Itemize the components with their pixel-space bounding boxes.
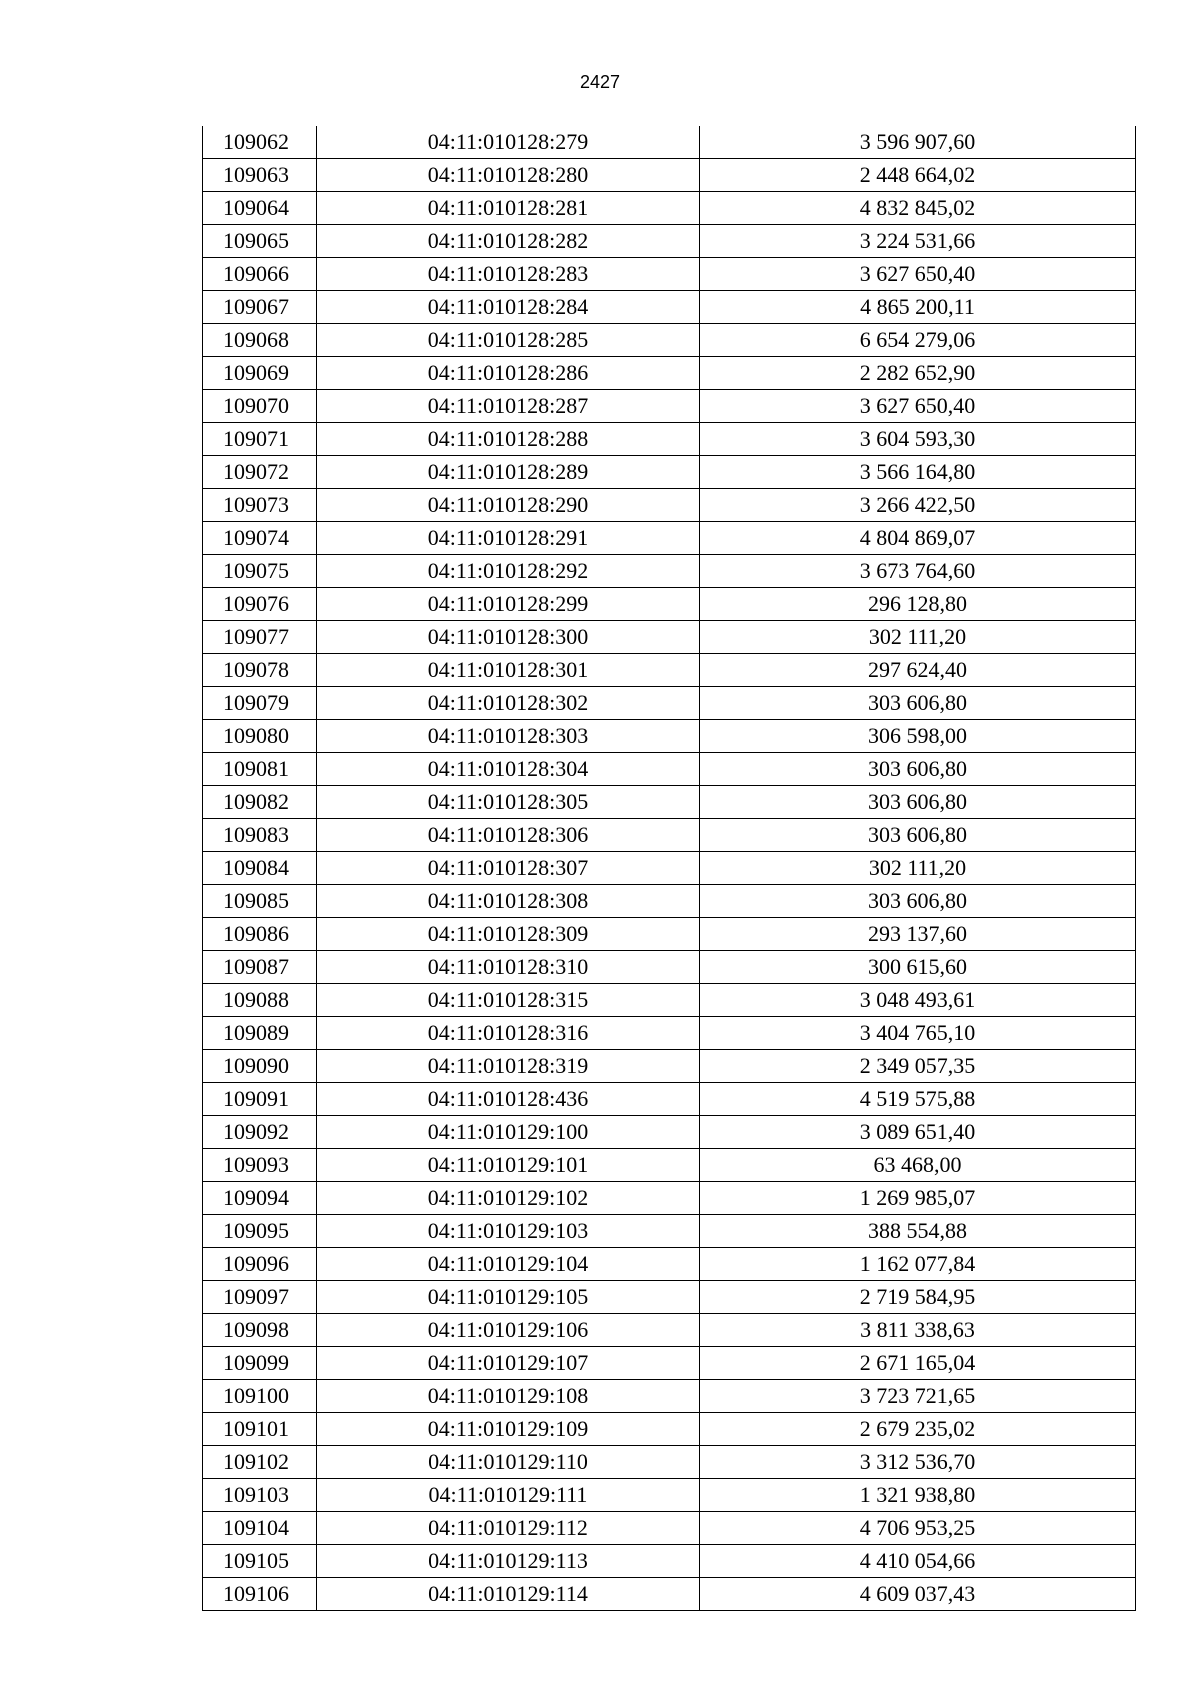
value-cell: 302 111,20 — [700, 621, 1136, 654]
value-cell: 3 312 536,70 — [700, 1446, 1136, 1479]
cadastral-number-cell: 04:11:010128:284 — [317, 291, 700, 324]
value-cell: 3 673 764,60 — [700, 555, 1136, 588]
table-row — [203, 621, 1136, 654]
row-number-cell: 109093 — [203, 1149, 317, 1182]
table-row — [203, 1050, 1136, 1083]
row-number-cell: 109064 — [203, 192, 317, 225]
row-number-cell: 109084 — [203, 852, 317, 885]
value-cell: 1 321 938,80 — [700, 1479, 1136, 1512]
row-number-cell: 109098 — [203, 1314, 317, 1347]
value-cell: 296 128,80 — [700, 588, 1136, 621]
cadastral-number-cell: 04:11:010128:286 — [317, 357, 700, 390]
row-number-cell: 109106 — [203, 1578, 317, 1611]
table-row — [203, 390, 1136, 423]
value-cell: 303 606,80 — [700, 753, 1136, 786]
row-number-cell: 109069 — [203, 357, 317, 390]
value-cell: 3 224 531,66 — [700, 225, 1136, 258]
table-row — [203, 885, 1136, 918]
cadastral-number-cell: 04:11:010128:307 — [317, 852, 700, 885]
table-row — [203, 984, 1136, 1017]
row-number-cell: 109062 — [203, 126, 317, 159]
row-number-cell: 109065 — [203, 225, 317, 258]
row-number-cell: 109076 — [203, 588, 317, 621]
cadastral-number-cell: 04:11:010128:301 — [317, 654, 700, 687]
row-number-cell: 109094 — [203, 1182, 317, 1215]
row-number-cell: 109086 — [203, 918, 317, 951]
row-number-cell: 109081 — [203, 753, 317, 786]
row-number-cell: 109085 — [203, 885, 317, 918]
cadastral-number-cell: 04:11:010128:287 — [317, 390, 700, 423]
cadastral-number-cell: 04:11:010129:109 — [317, 1413, 700, 1446]
table-row — [203, 258, 1136, 291]
value-cell: 3 604 593,30 — [700, 423, 1136, 456]
value-cell: 4 706 953,25 — [700, 1512, 1136, 1545]
cadastral-number-cell: 04:11:010129:100 — [317, 1116, 700, 1149]
table-row — [203, 951, 1136, 984]
value-cell: 63 468,00 — [700, 1149, 1136, 1182]
cadastral-number-cell: 04:11:010128:282 — [317, 225, 700, 258]
cadastral-number-cell: 04:11:010128:308 — [317, 885, 700, 918]
row-number-cell: 109073 — [203, 489, 317, 522]
row-number-cell: 109087 — [203, 951, 317, 984]
cadastral-number-cell: 04:11:010128:310 — [317, 951, 700, 984]
value-cell: 3 811 338,63 — [700, 1314, 1136, 1347]
row-number-cell: 109066 — [203, 258, 317, 291]
table-row — [203, 555, 1136, 588]
value-cell: 303 606,80 — [700, 819, 1136, 852]
table-row — [203, 423, 1136, 456]
row-number-cell: 109096 — [203, 1248, 317, 1281]
cadastral-number-cell: 04:11:010128:305 — [317, 786, 700, 819]
row-number-cell: 109099 — [203, 1347, 317, 1380]
cadastral-number-cell: 04:11:010128:290 — [317, 489, 700, 522]
value-cell: 4 609 037,43 — [700, 1578, 1136, 1611]
value-cell: 2 349 057,35 — [700, 1050, 1136, 1083]
row-number-cell: 109105 — [203, 1545, 317, 1578]
row-number-cell: 109103 — [203, 1479, 317, 1512]
value-cell: 4 410 054,66 — [700, 1545, 1136, 1578]
row-number-cell: 109077 — [203, 621, 317, 654]
table-row — [203, 489, 1136, 522]
cadastral-number-cell: 04:11:010128:302 — [317, 687, 700, 720]
row-number-cell: 109092 — [203, 1116, 317, 1149]
value-cell: 306 598,00 — [700, 720, 1136, 753]
cadastral-number-cell: 04:11:010128:289 — [317, 456, 700, 489]
table-row — [203, 225, 1136, 258]
row-number-cell: 109080 — [203, 720, 317, 753]
table-row — [203, 1512, 1136, 1545]
value-cell: 293 137,60 — [700, 918, 1136, 951]
cadastral-number-cell: 04:11:010129:108 — [317, 1380, 700, 1413]
cadastral-number-cell: 04:11:010128:436 — [317, 1083, 700, 1116]
table-row — [203, 291, 1136, 324]
cadastral-number-cell: 04:11:010128:303 — [317, 720, 700, 753]
table-row — [203, 1578, 1136, 1611]
value-cell: 4 519 575,88 — [700, 1083, 1136, 1116]
value-cell: 4 865 200,11 — [700, 291, 1136, 324]
cadastral-number-cell: 04:11:010128:316 — [317, 1017, 700, 1050]
table-row — [203, 1149, 1136, 1182]
row-number-cell: 109090 — [203, 1050, 317, 1083]
table-row — [203, 1413, 1136, 1446]
value-cell: 4 804 869,07 — [700, 522, 1136, 555]
table-row — [203, 819, 1136, 852]
row-number-cell: 109095 — [203, 1215, 317, 1248]
value-cell: 2 679 235,02 — [700, 1413, 1136, 1446]
row-number-cell: 109071 — [203, 423, 317, 456]
row-number-cell: 109100 — [203, 1380, 317, 1413]
cadastral-number-cell: 04:11:010129:103 — [317, 1215, 700, 1248]
table-row — [203, 1545, 1136, 1578]
cadastral-number-cell: 04:11:010128:279 — [317, 126, 700, 159]
value-cell: 3 266 422,50 — [700, 489, 1136, 522]
table-row — [203, 126, 1136, 159]
value-cell: 3 404 765,10 — [700, 1017, 1136, 1050]
row-number-cell: 109067 — [203, 291, 317, 324]
cadastral-number-cell: 04:11:010128:299 — [317, 588, 700, 621]
cadastral-number-cell: 04:11:010128:283 — [317, 258, 700, 291]
cadastral-number-cell: 04:11:010129:102 — [317, 1182, 700, 1215]
table-body — [203, 126, 1136, 1611]
cadastral-number-cell: 04:11:010129:112 — [317, 1512, 700, 1545]
row-number-cell: 109072 — [203, 456, 317, 489]
value-cell: 2 282 652,90 — [700, 357, 1136, 390]
table-row — [203, 654, 1136, 687]
table-row — [203, 1248, 1136, 1281]
table-row — [203, 522, 1136, 555]
cadastral-number-cell: 04:11:010128:292 — [317, 555, 700, 588]
cadastral-number-cell: 04:11:010129:101 — [317, 1149, 700, 1182]
row-number-cell: 109097 — [203, 1281, 317, 1314]
table-row — [203, 687, 1136, 720]
table-row — [203, 159, 1136, 192]
row-number-cell: 109074 — [203, 522, 317, 555]
value-cell: 2 719 584,95 — [700, 1281, 1136, 1314]
table-row — [203, 1281, 1136, 1314]
row-number-cell: 109089 — [203, 1017, 317, 1050]
value-cell: 300 615,60 — [700, 951, 1136, 984]
value-cell: 302 111,20 — [700, 852, 1136, 885]
value-cell: 2 671 165,04 — [700, 1347, 1136, 1380]
table-row — [203, 852, 1136, 885]
row-number-cell: 109075 — [203, 555, 317, 588]
cadastral-number-cell: 04:11:010128:291 — [317, 522, 700, 555]
value-cell: 3 089 651,40 — [700, 1116, 1136, 1149]
table-row — [203, 1347, 1136, 1380]
table-row — [203, 1083, 1136, 1116]
table-row — [203, 720, 1136, 753]
table-row — [203, 753, 1136, 786]
cadastral-number-cell: 04:11:010128:315 — [317, 984, 700, 1017]
cadastral-number-cell: 04:11:010128:306 — [317, 819, 700, 852]
value-cell: 3 627 650,40 — [700, 258, 1136, 291]
row-number-cell: 109082 — [203, 786, 317, 819]
cadastral-number-cell: 04:11:010129:110 — [317, 1446, 700, 1479]
cadastral-number-cell: 04:11:010128:319 — [317, 1050, 700, 1083]
cadastral-number-cell: 04:11:010129:104 — [317, 1248, 700, 1281]
row-number-cell: 109078 — [203, 654, 317, 687]
row-number-cell: 109102 — [203, 1446, 317, 1479]
value-cell: 3 566 164,80 — [700, 456, 1136, 489]
cadastral-number-cell: 04:11:010128:281 — [317, 192, 700, 225]
cadastral-number-cell: 04:11:010128:309 — [317, 918, 700, 951]
table-row — [203, 1314, 1136, 1347]
table-row — [203, 786, 1136, 819]
table-row — [203, 192, 1136, 225]
table-row — [203, 1116, 1136, 1149]
table-row — [203, 1479, 1136, 1512]
cadastral-number-cell: 04:11:010129:107 — [317, 1347, 700, 1380]
table-row — [203, 456, 1136, 489]
row-number-cell: 109070 — [203, 390, 317, 423]
table-row — [203, 1182, 1136, 1215]
table-row — [203, 1017, 1136, 1050]
table-row — [203, 918, 1136, 951]
row-number-cell: 109068 — [203, 324, 317, 357]
row-number-cell: 109083 — [203, 819, 317, 852]
cadastral-number-cell: 04:11:010128:288 — [317, 423, 700, 456]
value-cell: 303 606,80 — [700, 687, 1136, 720]
data-table — [202, 126, 1136, 1611]
table-row — [203, 1215, 1136, 1248]
table-row — [203, 1380, 1136, 1413]
cadastral-number-cell: 04:11:010128:285 — [317, 324, 700, 357]
table-row — [203, 357, 1136, 390]
value-cell: 3 596 907,60 — [700, 126, 1136, 159]
value-cell: 4 832 845,02 — [700, 192, 1136, 225]
cadastral-number-cell: 04:11:010129:111 — [317, 1479, 700, 1512]
value-cell: 2 448 664,02 — [700, 159, 1136, 192]
value-cell: 297 624,40 — [700, 654, 1136, 687]
value-cell: 3 048 493,61 — [700, 984, 1136, 1017]
table-row — [203, 1446, 1136, 1479]
value-cell: 388 554,88 — [700, 1215, 1136, 1248]
cadastral-number-cell: 04:11:010129:114 — [317, 1578, 700, 1611]
row-number-cell: 109101 — [203, 1413, 317, 1446]
value-cell: 1 162 077,84 — [700, 1248, 1136, 1281]
value-cell: 303 606,80 — [700, 786, 1136, 819]
value-cell: 3 627 650,40 — [700, 390, 1136, 423]
value-cell: 3 723 721,65 — [700, 1380, 1136, 1413]
cadastral-number-cell: 04:11:010128:300 — [317, 621, 700, 654]
table-row — [203, 588, 1136, 621]
table-row — [203, 324, 1136, 357]
cadastral-number-cell: 04:11:010129:106 — [317, 1314, 700, 1347]
cadastral-number-cell: 04:11:010128:304 — [317, 753, 700, 786]
data-table-container — [202, 126, 1135, 1611]
cadastral-number-cell: 04:11:010128:280 — [317, 159, 700, 192]
page-number: 2427 — [579, 72, 621, 92]
value-cell: 303 606,80 — [700, 885, 1136, 918]
value-cell: 1 269 985,07 — [700, 1182, 1136, 1215]
row-number-cell: 109104 — [203, 1512, 317, 1545]
row-number-cell: 109079 — [203, 687, 317, 720]
row-number-cell: 109088 — [203, 984, 317, 1017]
value-cell: 6 654 279,06 — [700, 324, 1136, 357]
cadastral-number-cell: 04:11:010129:105 — [317, 1281, 700, 1314]
row-number-cell: 109091 — [203, 1083, 317, 1116]
cadastral-number-cell: 04:11:010129:113 — [317, 1545, 700, 1578]
row-number-cell: 109063 — [203, 159, 317, 192]
